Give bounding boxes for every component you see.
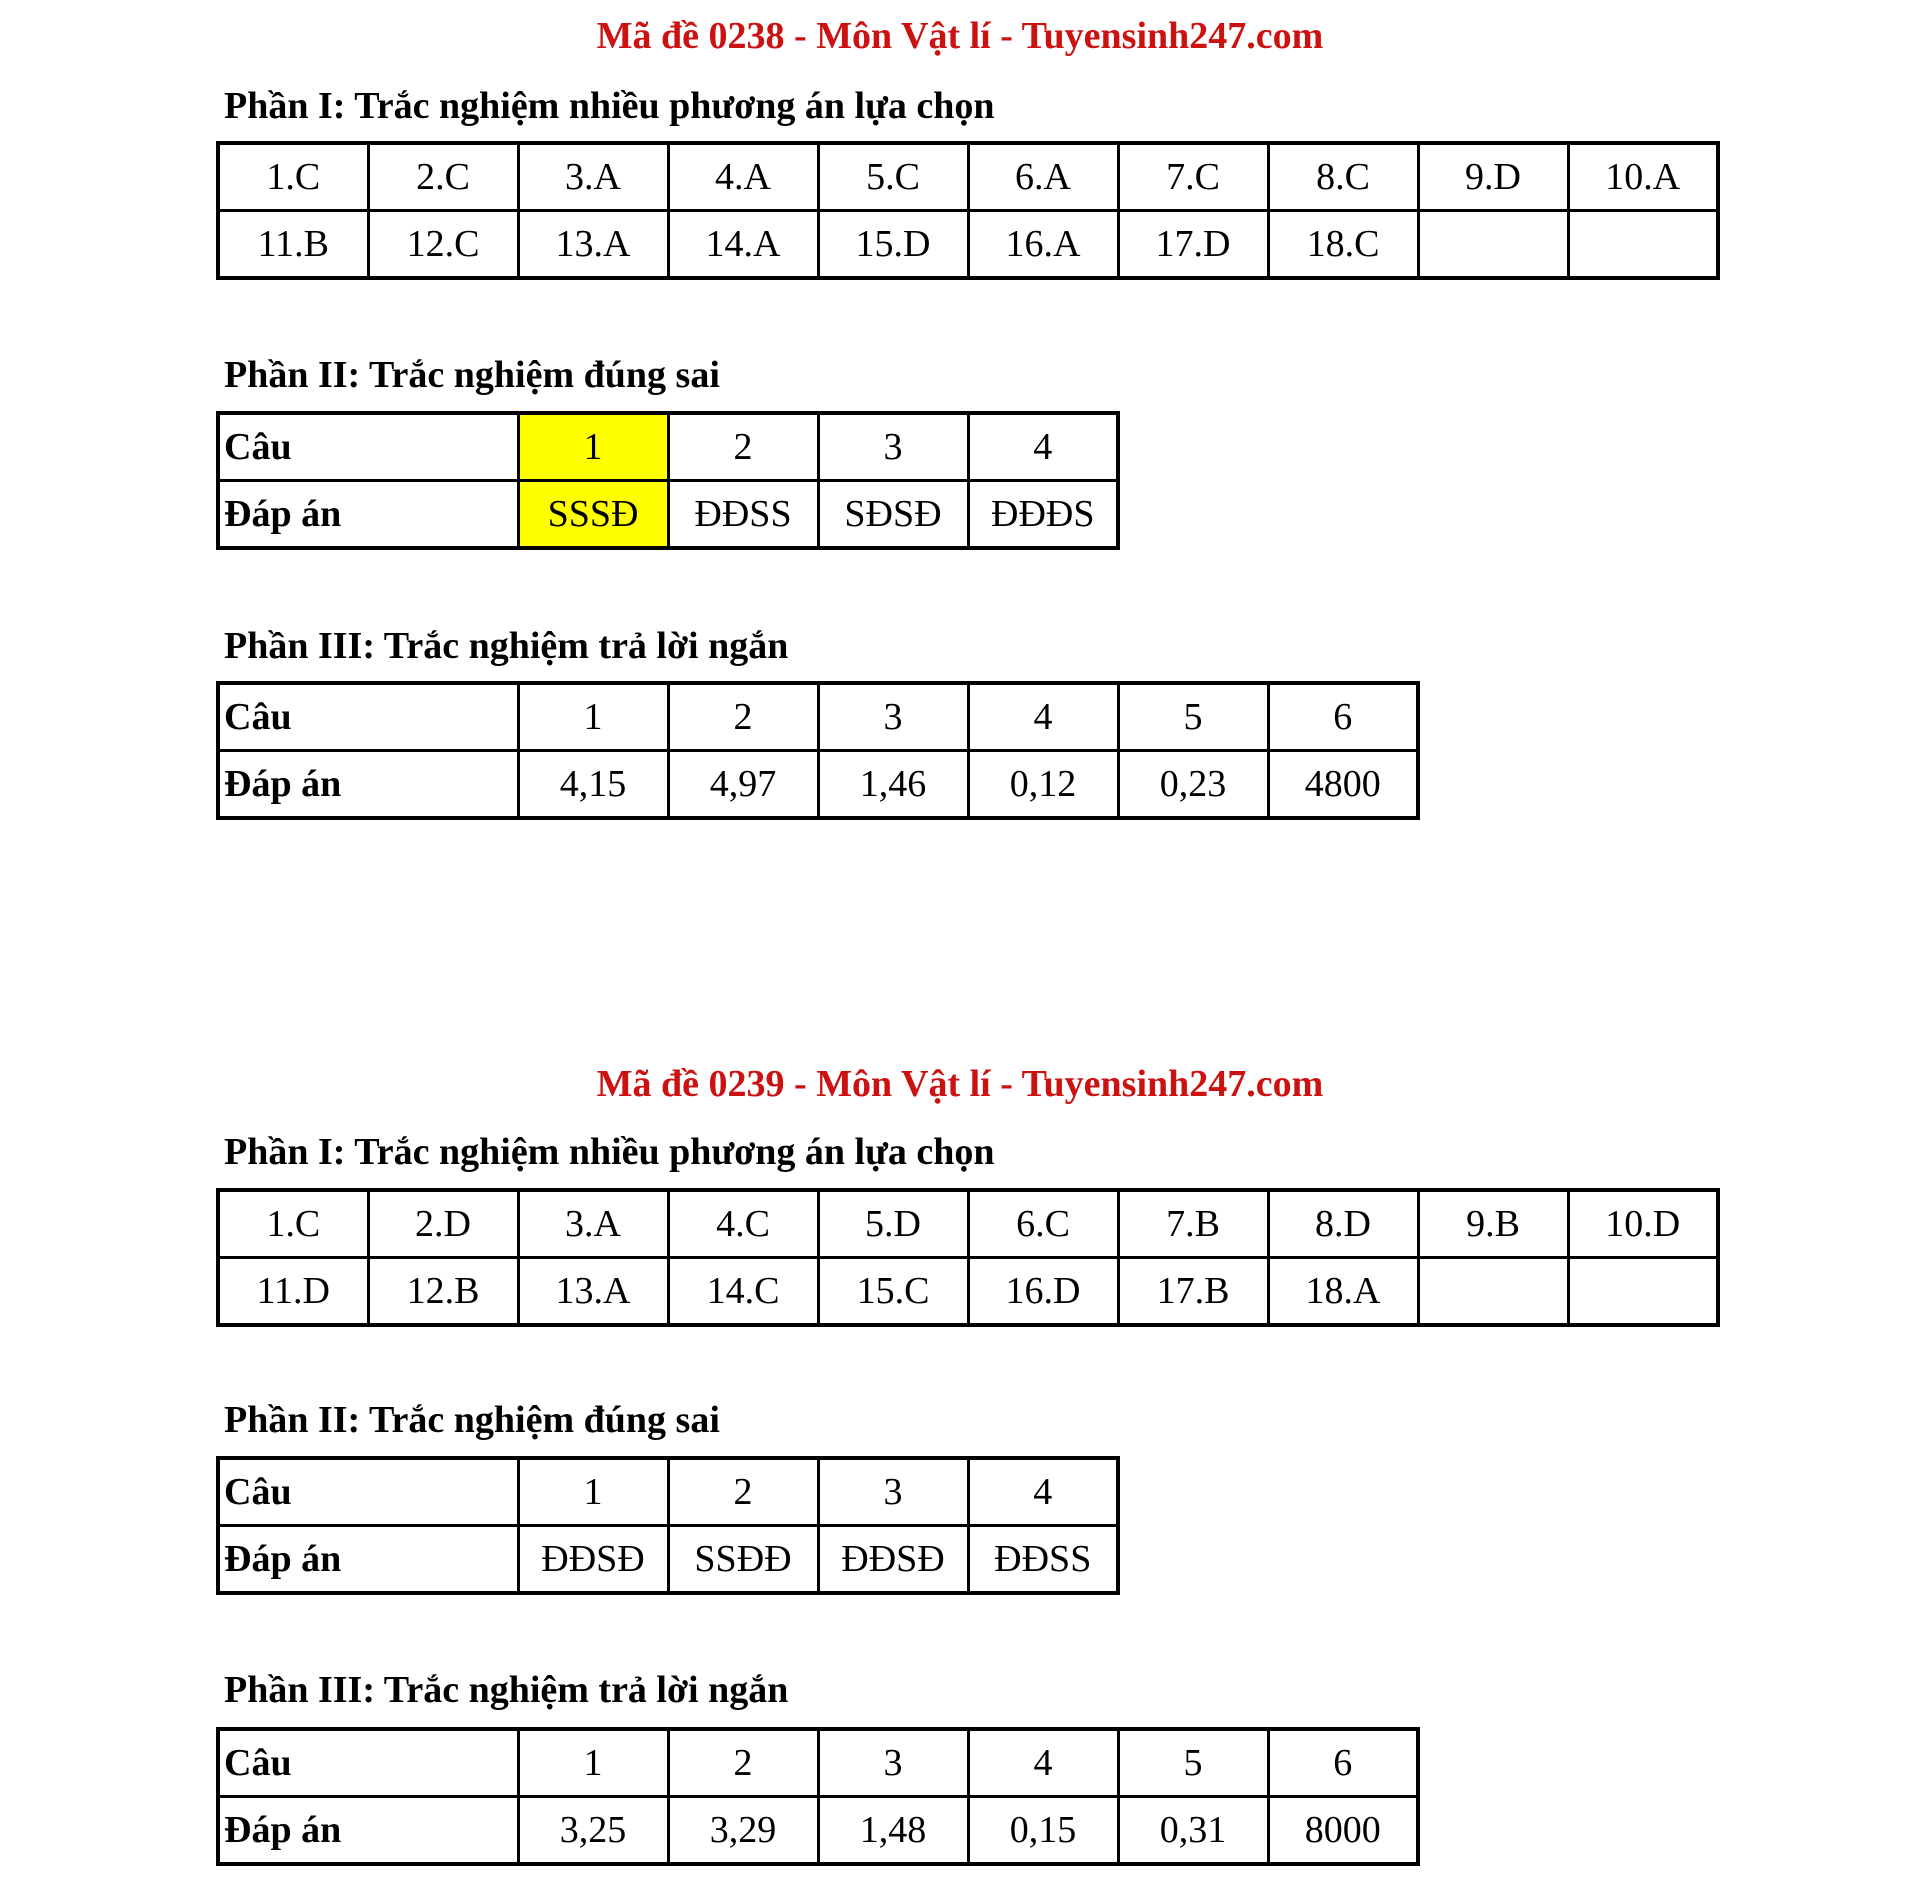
answer-cell: ĐĐSS bbox=[668, 481, 818, 549]
table-row bbox=[218, 1729, 1418, 1797]
answer-cell: 9.D bbox=[1418, 143, 1568, 211]
table-row bbox=[218, 143, 1718, 211]
part2-heading: Phần II: Trắc nghiệm đúng sai bbox=[224, 354, 720, 396]
answer-cell: 0,31 bbox=[1118, 1797, 1268, 1865]
answer-cell: 1.C bbox=[218, 1190, 368, 1258]
answer-cell: 15.D bbox=[818, 211, 968, 279]
question-number-cell: 6 bbox=[1268, 1729, 1418, 1797]
part3-heading: Phần III: Trắc nghiệm trả lời ngắn bbox=[224, 1669, 789, 1711]
row-label: Đáp án bbox=[218, 1797, 518, 1865]
answer-cell: 15.C bbox=[818, 1258, 968, 1326]
answer-cell: 3,25 bbox=[518, 1797, 668, 1865]
answer-cell: 18.C bbox=[1268, 211, 1418, 279]
part1-heading: Phần I: Trắc nghiệm nhiều phương án lựa chọn bbox=[224, 85, 995, 127]
question-number-cell: 4 bbox=[968, 413, 1118, 481]
row-label: Câu bbox=[218, 683, 518, 751]
question-number-cell: 3 bbox=[818, 683, 968, 751]
table-row bbox=[218, 481, 1118, 549]
answer-cell bbox=[1418, 1258, 1568, 1326]
answer-cell: SĐSĐ bbox=[818, 481, 968, 549]
part2-answer-table bbox=[216, 1456, 1120, 1595]
answer-cell: 5.C bbox=[818, 143, 968, 211]
answer-cell: 4,15 bbox=[518, 751, 668, 819]
question-number-cell: 4 bbox=[968, 1458, 1118, 1526]
answer-cell: 12.B bbox=[368, 1258, 518, 1326]
answer-cell bbox=[1568, 211, 1718, 279]
answer-cell: 0,23 bbox=[1118, 751, 1268, 819]
question-number-cell: 1 bbox=[518, 683, 668, 751]
answer-cell: SSSĐ bbox=[518, 481, 668, 549]
answer-cell: 4,97 bbox=[668, 751, 818, 819]
question-number-cell: 4 bbox=[968, 1729, 1118, 1797]
answer-cell: 3,29 bbox=[668, 1797, 818, 1865]
part1-answer-table bbox=[216, 1188, 1720, 1327]
answer-cell: 8.C bbox=[1268, 143, 1418, 211]
question-number-cell: 2 bbox=[668, 413, 818, 481]
answer-cell: ĐĐSS bbox=[968, 1526, 1118, 1594]
answer-cell: ĐĐSĐ bbox=[518, 1526, 668, 1594]
table-row bbox=[218, 211, 1718, 279]
question-number-cell: 3 bbox=[818, 1729, 968, 1797]
answer-cell: 11.B bbox=[218, 211, 368, 279]
question-number-cell: 5 bbox=[1118, 1729, 1268, 1797]
answer-cell: 0,12 bbox=[968, 751, 1118, 819]
row-label: Đáp án bbox=[218, 1526, 518, 1594]
answer-cell: 4.C bbox=[668, 1190, 818, 1258]
answer-cell: 10.D bbox=[1568, 1190, 1718, 1258]
part1-answer-table bbox=[216, 141, 1720, 280]
table-row bbox=[218, 1458, 1118, 1526]
question-number-cell: 6 bbox=[1268, 683, 1418, 751]
row-label: Câu bbox=[218, 1729, 518, 1797]
exam-block-0239 bbox=[0, 1048, 1920, 1899]
answer-cell: 13.A bbox=[518, 211, 668, 279]
answer-cell: 12.C bbox=[368, 211, 518, 279]
question-number-cell: 3 bbox=[818, 1458, 968, 1526]
answer-cell: 14.A bbox=[668, 211, 818, 279]
answer-cell: 16.D bbox=[968, 1258, 1118, 1326]
answer-cell: SSĐĐ bbox=[668, 1526, 818, 1594]
answer-cell: 7.C bbox=[1118, 143, 1268, 211]
answer-cell: 13.A bbox=[518, 1258, 668, 1326]
answer-cell: 17.B bbox=[1118, 1258, 1268, 1326]
answer-cell: 2.D bbox=[368, 1190, 518, 1258]
table-row bbox=[218, 1258, 1718, 1326]
part3-answer-table bbox=[216, 1727, 1420, 1866]
question-number-cell: 3 bbox=[818, 413, 968, 481]
answer-cell: 0,15 bbox=[968, 1797, 1118, 1865]
part2-heading: Phần II: Trắc nghiệm đúng sai bbox=[224, 1399, 720, 1441]
answer-cell bbox=[1418, 211, 1568, 279]
answer-cell: 8.D bbox=[1268, 1190, 1418, 1258]
question-number-cell: 1 bbox=[518, 1729, 668, 1797]
table-row bbox=[218, 1526, 1118, 1594]
answer-cell: 1,48 bbox=[818, 1797, 968, 1865]
part2-answer-table bbox=[216, 411, 1120, 550]
answer-cell: 1.C bbox=[218, 143, 368, 211]
answer-cell: 1,46 bbox=[818, 751, 968, 819]
question-number-cell: 2 bbox=[668, 683, 818, 751]
answer-cell: 17.D bbox=[1118, 211, 1268, 279]
part3-answer-table bbox=[216, 681, 1420, 820]
question-number-cell: 1 bbox=[518, 1458, 668, 1526]
row-label: Câu bbox=[218, 1458, 518, 1526]
table-row bbox=[218, 1797, 1418, 1865]
answer-cell: 18.A bbox=[1268, 1258, 1418, 1326]
answer-cell bbox=[1568, 1258, 1718, 1326]
answer-cell: 7.B bbox=[1118, 1190, 1268, 1258]
table-row bbox=[218, 1190, 1718, 1258]
question-number-cell: 4 bbox=[968, 683, 1118, 751]
row-label: Câu bbox=[218, 413, 518, 481]
answer-cell: 5.D bbox=[818, 1190, 968, 1258]
table-row bbox=[218, 413, 1118, 481]
answer-cell: 16.A bbox=[968, 211, 1118, 279]
row-label: Đáp án bbox=[218, 751, 518, 819]
answer-cell: 10.A bbox=[1568, 143, 1718, 211]
table-row bbox=[218, 751, 1418, 819]
answer-cell: 2.C bbox=[368, 143, 518, 211]
exam-title: Mã đề 0238 - Môn Vật lí - Tuyensinh247.com bbox=[596, 15, 1324, 57]
answer-cell: 8000 bbox=[1268, 1797, 1418, 1865]
answer-cell: 3.A bbox=[518, 143, 668, 211]
exam-title: Mã đề 0239 - Môn Vật lí - Tuyensinh247.com bbox=[596, 1063, 1324, 1105]
answer-cell: 14.C bbox=[668, 1258, 818, 1326]
row-label: Đáp án bbox=[218, 481, 518, 549]
answer-cell: 4800 bbox=[1268, 751, 1418, 819]
answer-cell: 4.A bbox=[668, 143, 818, 211]
part1-heading: Phần I: Trắc nghiệm nhiều phương án lựa chọn bbox=[224, 1131, 995, 1173]
answer-cell: ĐĐĐS bbox=[968, 481, 1118, 549]
question-number-cell: 2 bbox=[668, 1729, 818, 1797]
answer-cell: 6.A bbox=[968, 143, 1118, 211]
part3-heading: Phần III: Trắc nghiệm trả lời ngắn bbox=[224, 625, 789, 667]
question-number-cell: 5 bbox=[1118, 683, 1268, 751]
answer-cell: ĐĐSĐ bbox=[818, 1526, 968, 1594]
answer-cell: 11.D bbox=[218, 1258, 368, 1326]
table-row bbox=[218, 683, 1418, 751]
answer-cell: 6.C bbox=[968, 1190, 1118, 1258]
answer-cell: 3.A bbox=[518, 1190, 668, 1258]
question-number-cell: 1 bbox=[518, 413, 668, 481]
question-number-cell: 2 bbox=[668, 1458, 818, 1526]
exam-block-0238 bbox=[0, 0, 1920, 900]
answer-cell: 9.B bbox=[1418, 1190, 1568, 1258]
